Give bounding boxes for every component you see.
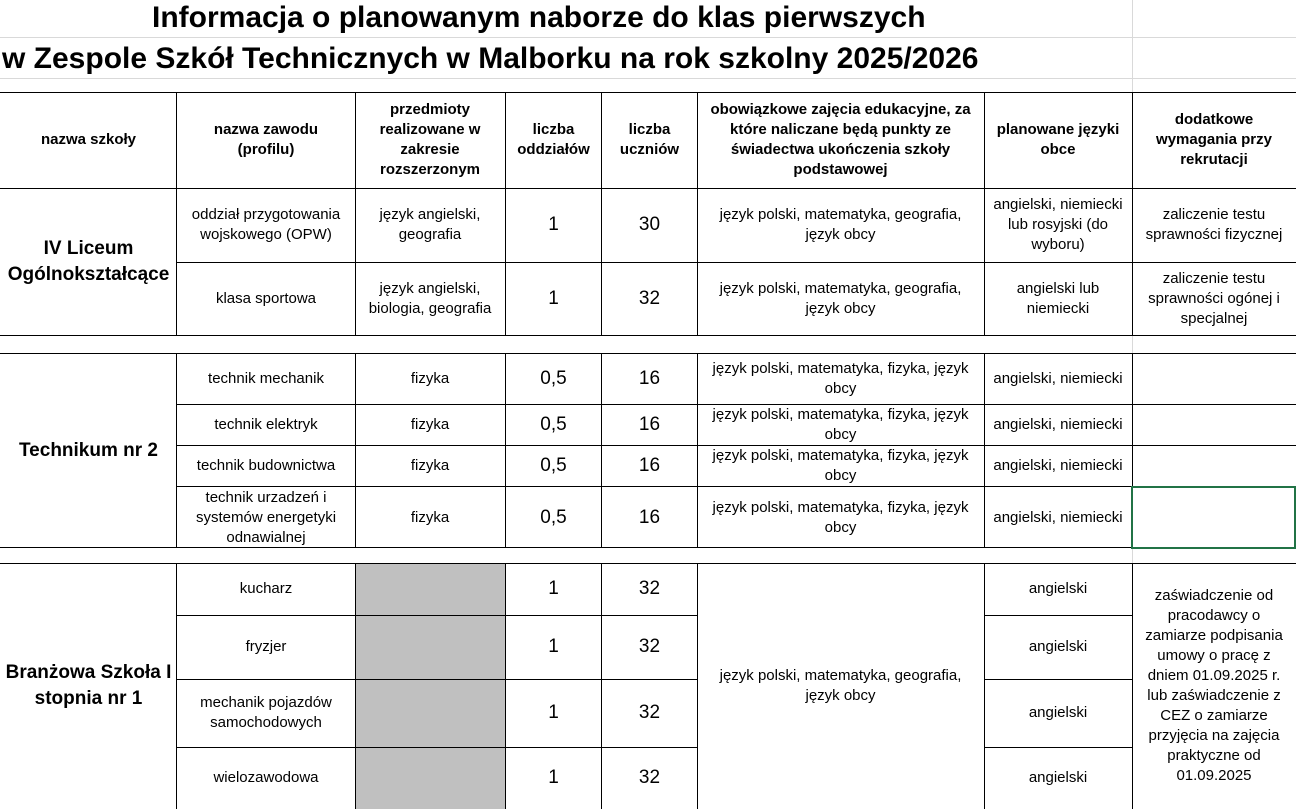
disabled-cell	[355, 563, 505, 809]
students-cell: 16	[638, 368, 661, 389]
table-border	[176, 353, 177, 548]
divisions-cell: 1	[548, 702, 559, 723]
table-border	[1132, 563, 1133, 809]
languages-cell: angielski	[1028, 704, 1088, 721]
profession-cell: technik elektryk	[214, 416, 318, 433]
divisions-cell: 1	[548, 288, 559, 309]
languages-cell: angielski, niemiecki	[993, 370, 1123, 387]
languages-cell: angielski	[1028, 769, 1088, 786]
subjects-cell: fizyka	[410, 508, 450, 526]
table-border	[177, 445, 1296, 446]
gridline	[0, 78, 1296, 79]
requirements-cell: zaliczenie testu sprawności fizycznej	[1145, 206, 1283, 243]
students-cell: 32	[638, 288, 661, 309]
table-border	[984, 615, 1132, 616]
header-students: liczba uczniów	[619, 121, 680, 158]
school-name-branzowa: Branżowa Szkoła I stopnia nr 1	[5, 662, 172, 709]
table-border	[177, 747, 697, 748]
divisions-cell: 0,5	[540, 368, 567, 389]
gridline	[0, 37, 1296, 38]
languages-cell: angielski, niemiecki	[993, 416, 1123, 433]
profession-cell: technik mechanik	[208, 370, 324, 387]
languages-cell: angielski, niemiecki lub rosyjski (do wyboru)	[993, 196, 1123, 253]
scored-subjects-cell: język polski, matematyka, geografia, język obcy	[719, 280, 962, 317]
languages-cell: angielski	[1028, 638, 1088, 655]
table-border	[505, 92, 506, 336]
header-profession: nazwa zawodu (profilu)	[213, 121, 319, 158]
table-border	[177, 615, 697, 616]
profession-cell: kucharz	[239, 580, 293, 597]
subjects-cell: fizyka	[410, 370, 450, 387]
subjects-cell: fizyka	[410, 457, 450, 474]
profession-cell: wielozawodowa	[213, 769, 319, 786]
table-border	[0, 353, 1296, 354]
subjects-cell: język angielski, biologia, geografia	[368, 280, 492, 317]
requirements-cell: zaświadczenie od pracodawcy o zamiarze podpisania umowy o pracę z dniem 01.09.2025 r. lub zaświadczenie z CEZ o zamiarze przyjęcia na zajęcia praktyczne od 01.09.2025	[1145, 587, 1283, 784]
scored-subjects-cell: język polski, matematyka, geografia, język obcy	[719, 667, 962, 704]
students-cell: 32	[638, 767, 661, 788]
table-border	[984, 679, 1132, 680]
header-requirements: dodatkowe wymagania przy rekrutacji	[1156, 111, 1272, 168]
table-border	[0, 92, 1296, 93]
header-school: nazwa szkoły	[40, 131, 137, 148]
table-border	[177, 486, 1296, 487]
table-border	[697, 353, 698, 548]
gridline	[1132, 548, 1133, 563]
gridline	[1132, 336, 1133, 353]
title-line-1: Informacja o planowanym naborze do klas pierwszych	[152, 1, 926, 34]
table-border	[601, 353, 602, 548]
table-border	[355, 563, 356, 809]
header-scored-subjects: obowiązkowe zajęcia edukacyjne, za które naliczane będą punkty ze świadectwa ukończenia szkoły podstawowej	[710, 101, 971, 178]
title-line-2: w Zespole Szkół Technicznych w Malborku na rok szkolny 2025/2026	[2, 42, 979, 75]
profession-cell: oddział przygotowania wojskowego (OPW)	[191, 206, 341, 243]
table-border	[0, 335, 1296, 336]
students-cell: 32	[638, 702, 661, 723]
languages-cell: angielski	[1028, 580, 1088, 597]
table-border	[355, 92, 356, 336]
header-extended-subjects: przedmioty realizowane w zakresie rozszerzonym	[379, 101, 481, 178]
students-cell: 32	[638, 578, 661, 599]
divisions-cell: 1	[548, 767, 559, 788]
scored-subjects-cell: język polski, matematyka, fizyka, język obcy	[712, 360, 969, 397]
scored-subjects-cell: język polski, matematyka, geografia, język obcy	[719, 206, 962, 243]
profession-cell: klasa sportowa	[215, 290, 317, 307]
table-border	[697, 92, 698, 336]
header-divisions: liczba oddziałów	[517, 121, 590, 158]
table-border	[177, 404, 1296, 405]
divisions-cell: 1	[548, 636, 559, 657]
selected-cell[interactable]	[1131, 486, 1296, 549]
divisions-cell: 1	[548, 214, 559, 235]
table-border	[1132, 92, 1133, 336]
profession-cell: technik budownictwa	[196, 457, 336, 474]
scored-subjects-cell: język polski, matematyka, fizyka, język obcy	[712, 447, 969, 484]
table-border	[984, 353, 985, 548]
requirements-cell: zaliczenie testu sprawności ogónej i specjalnej	[1148, 270, 1280, 327]
table-border	[697, 563, 698, 809]
profession-cell: technik urzadzeń i systemów energetyki odnawialnej	[195, 488, 337, 546]
students-cell: 16	[638, 414, 661, 435]
profession-cell: mechanik pojazdów samochodowych	[200, 694, 332, 731]
students-cell: 16	[638, 506, 661, 528]
table-border	[984, 747, 1132, 748]
scored-subjects-cell: język polski, matematyka, fizyka, język obcy	[712, 406, 969, 443]
scored-subjects-cell: język polski, matematyka, fizyka, język obcy	[712, 498, 969, 536]
divisions-cell: 0,5	[540, 506, 567, 528]
gridline	[1132, 0, 1133, 92]
table-border	[984, 563, 985, 809]
languages-cell: angielski, niemiecki	[993, 508, 1123, 526]
subjects-cell: język angielski, geografia	[379, 206, 481, 243]
table-border	[177, 679, 697, 680]
students-cell: 30	[638, 214, 661, 235]
school-name-technikum: Technikum nr 2	[18, 439, 158, 461]
divisions-cell: 0,5	[540, 455, 567, 476]
table-border	[0, 188, 1296, 189]
languages-cell: angielski lub niemiecki	[1016, 280, 1100, 317]
header-languages: planowane języki obce	[996, 121, 1120, 158]
table-border	[505, 563, 506, 809]
languages-cell: angielski, niemiecki	[993, 457, 1123, 474]
subjects-cell: fizyka	[410, 416, 450, 433]
table-border	[176, 92, 177, 336]
divisions-cell: 1	[548, 578, 559, 599]
divisions-cell: 0,5	[540, 414, 567, 435]
table-border	[601, 92, 602, 336]
school-name-lo: IV Liceum Ogólnokształcące	[7, 238, 170, 285]
table-border	[601, 563, 602, 809]
table-border	[984, 92, 985, 336]
profession-cell: fryzjer	[245, 638, 287, 655]
table-border	[176, 563, 177, 809]
table-border	[0, 563, 1296, 564]
table-border	[355, 353, 356, 548]
table-border	[0, 547, 1296, 548]
table-border	[177, 262, 1296, 263]
students-cell: 16	[638, 455, 661, 476]
students-cell: 32	[638, 636, 661, 657]
table-border	[505, 353, 506, 548]
